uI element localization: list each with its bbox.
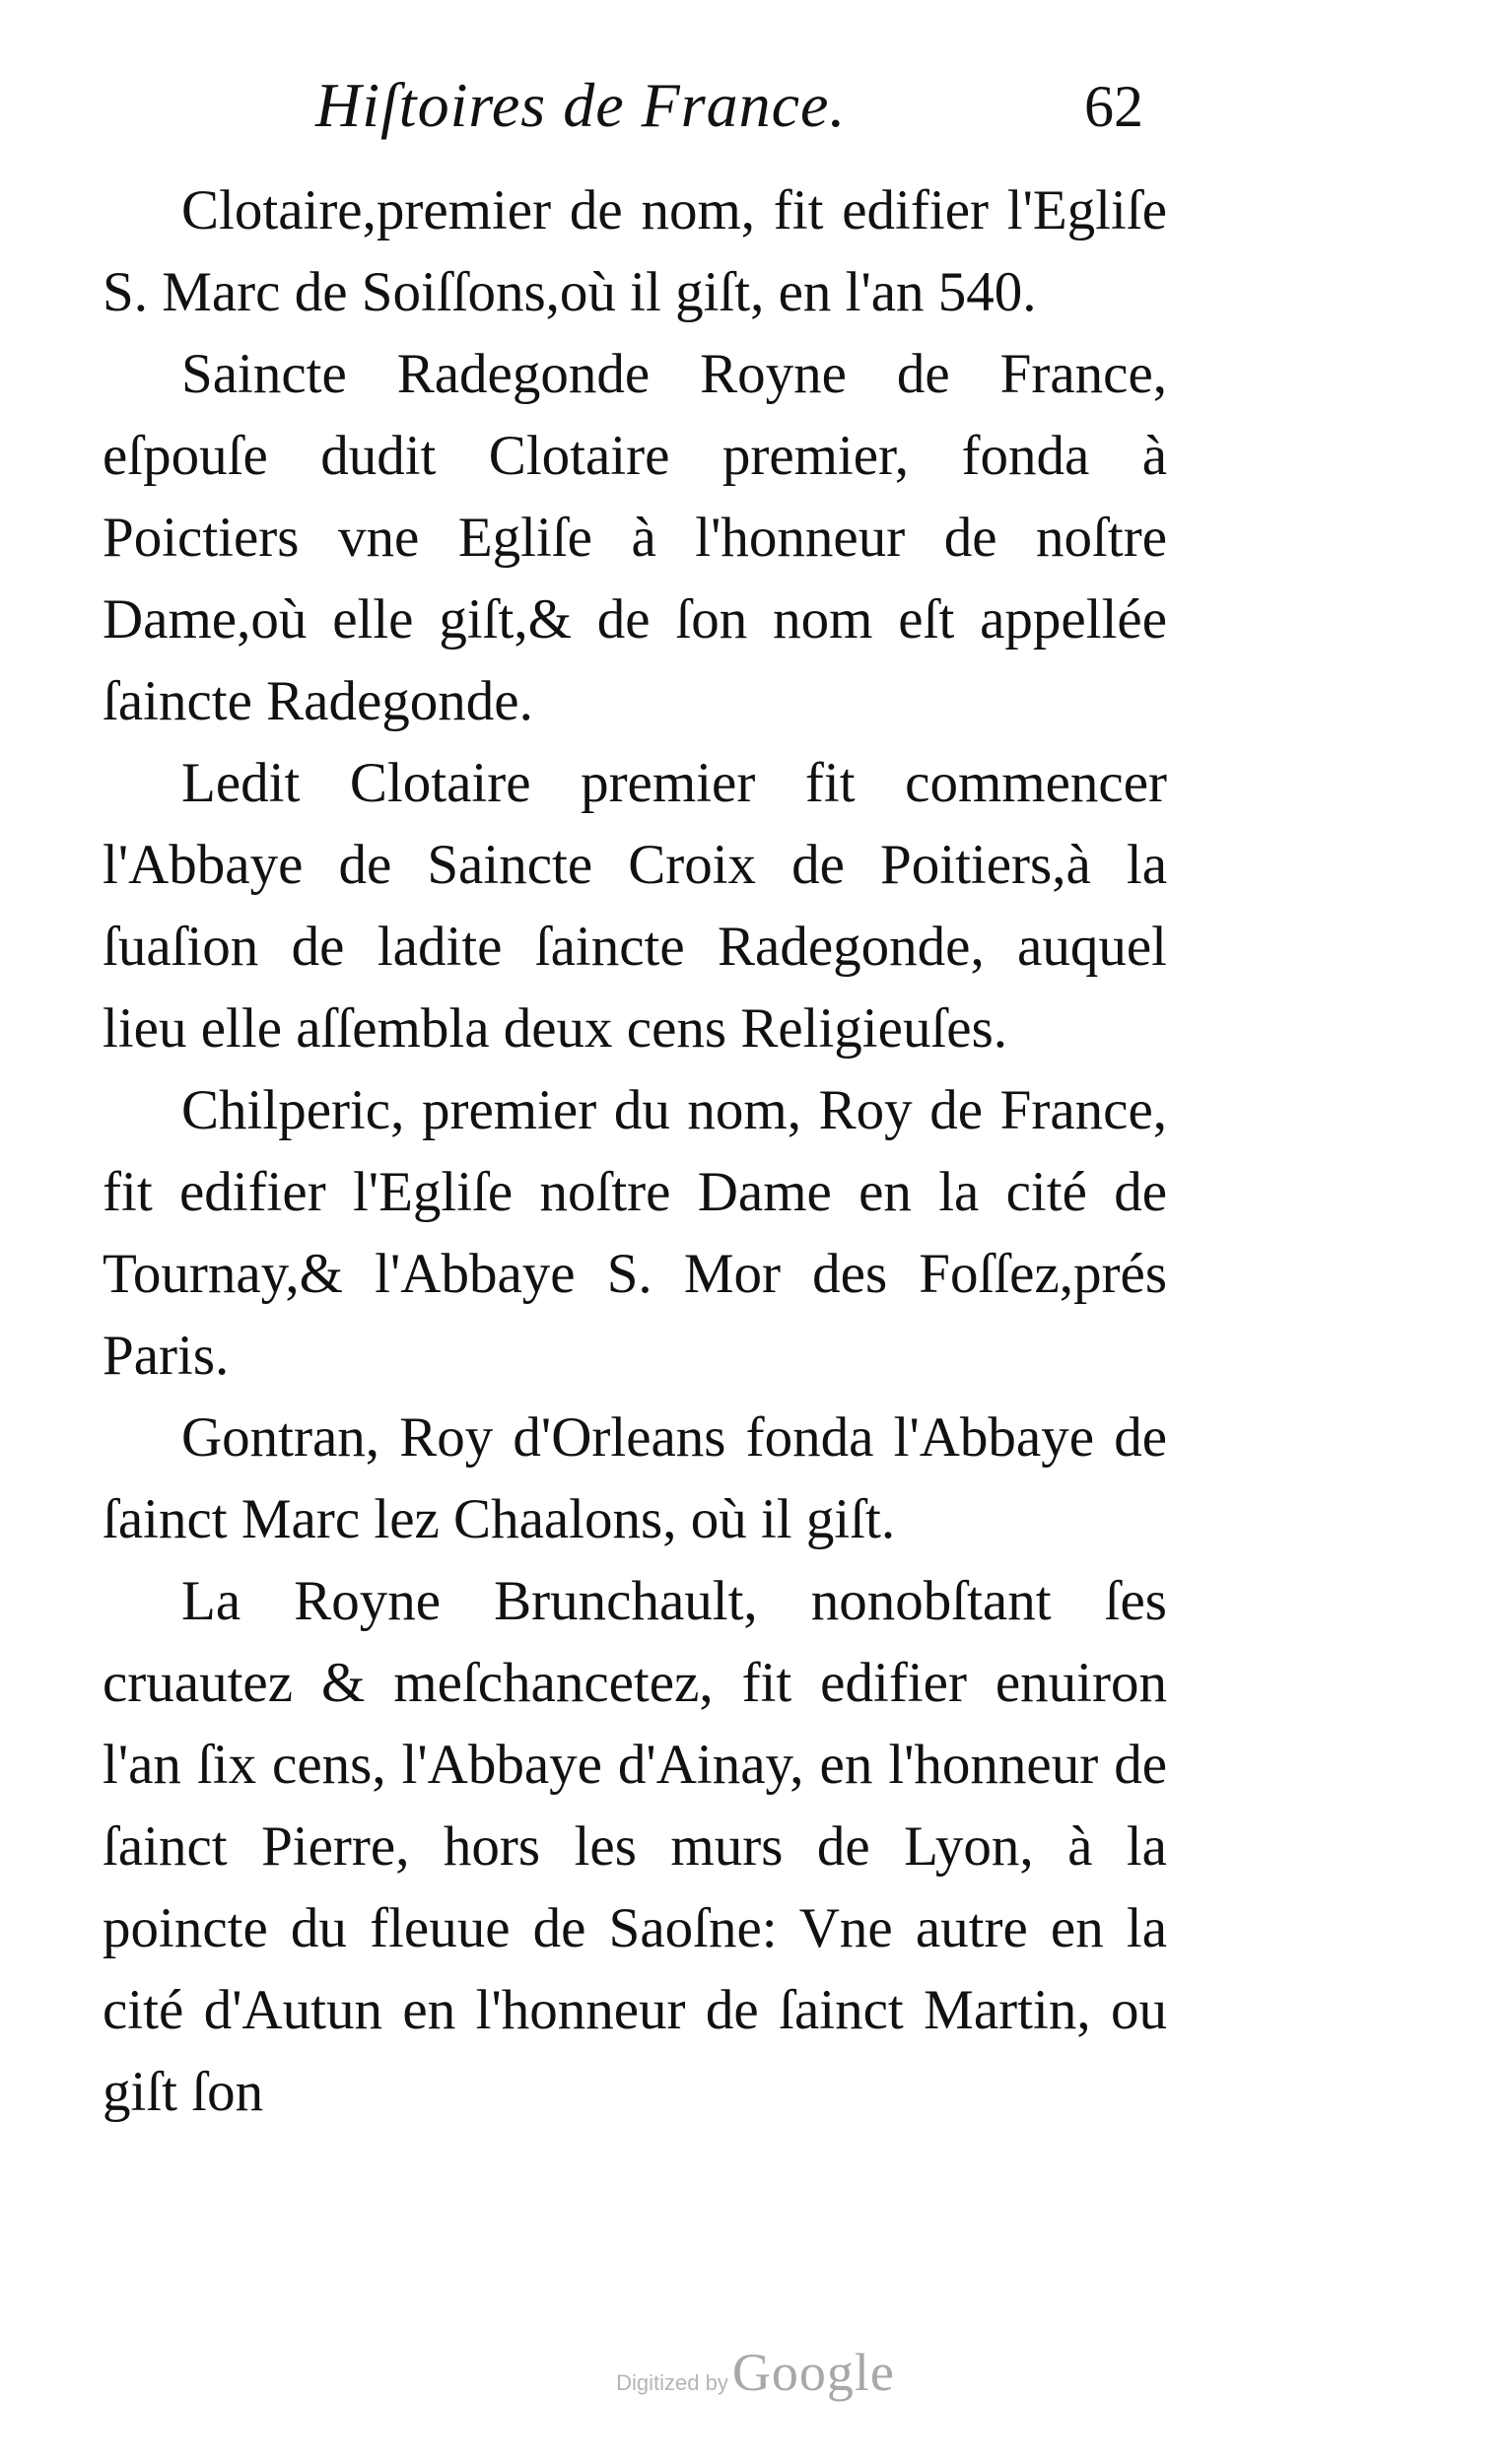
paragraph-brunchault: La Royne Brunchault, nonobſtant ſes cruautez & meſchancetez, fit edifier enuiron l'an ſix cens, l'Abbaye d'Ainay, en l'honneur de ſainct Pierre, hors les murs de Lyon, à la poincte du fleuue de Saoſne: Vne autre en la cité d'Autun en l'honneur de ſainct Martin, ou giſt ſon [103, 1570, 1167, 2123]
running-title: Hiſtoires de France. [315, 70, 847, 140]
body-text [103, 170, 1167, 2133]
paragraph-chilperic: Chilperic, premier du nom, Roy de France, fit edifier l'Egliſe noſtre Dame en la cité de Tournay,& l'Abbaye S. Mor des Foſſez,prés Paris. [103, 1079, 1167, 1387]
paragraph-sainte-croix: Ledit Clotaire premier fit commencer l'Abbaye de Saincte Croix de Poitiers,à la ſuaſion de ladite ſaincte Radegonde, auquel lieu elle aſſembla deux cens Religieuſes. [103, 752, 1167, 1060]
running-head [0, 69, 1511, 158]
digitized-by-google-watermark [0, 2342, 1511, 2401]
page-number: 62 [1084, 74, 1143, 139]
digitized-label: Digitized by [616, 2370, 728, 2395]
paragraph-gontran: Gontran, Roy d'Orleans fonda l'Abbaye de ſainct Marc lez Chaalons, où il giſt. [103, 1406, 1167, 1550]
google-logo: Google [731, 2343, 895, 2402]
paragraph-radegonde: Saincte Radegonde Royne de France, eſpouſe dudit Clotaire premier, fonda à Poictiers vne Egliſe à l'honneur de noſtre Dame,où elle giſt,& de ſon nom eſt appellée ſaincte Radegonde. [103, 343, 1167, 732]
paragraph-clotaire: Clotaire,premier de nom, fit edifier l'Egliſe S. Marc de Soiſſons,où il giſt, en l'an 540. [103, 179, 1167, 323]
